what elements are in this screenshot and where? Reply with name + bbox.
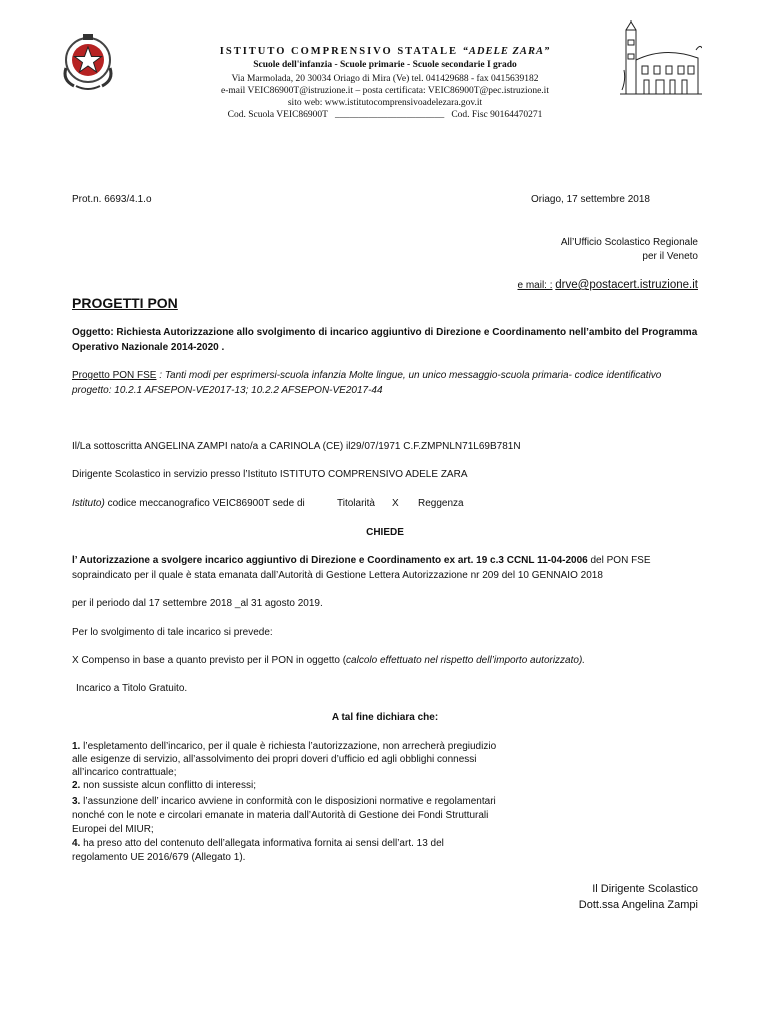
cod-fisc: Cod. Fisc 90164470271 [451, 110, 543, 120]
titolarita-label: Titolarità [337, 498, 375, 509]
oggetto-line-1: Oggetto: Richiesta Autorizzazione allo svolgimento di incarico aggiuntivo di Direzione e Coordinamento nell’ambito del Programma [72, 327, 698, 338]
istituto-code: codice meccanografico VEIC86900T sede di [104, 498, 305, 509]
school-email: e-mail VEIC86900T@istruzione.it – posta certificata: VEIC86900T@pec.istruzione.it [221, 86, 549, 96]
declaration-line: 3. l’assunzione dell’ incarico avviene in conformità con le disposizioni normative e regolamentari [72, 796, 496, 807]
autorizzazione-tail: del PON FSE [587, 555, 651, 566]
protocol-number: Prot.n. 6693/4.1.o [72, 194, 152, 205]
school-codes [160, 110, 610, 120]
declaration-line: all’incarico contrattuale; [72, 767, 177, 778]
sottoscritta-line: Il/La sottoscritta ANGELINA ZAMPI nato/a a CARINOLA (CE) il29/07/1971 C.F.ZMPNLN71L69B781N [72, 441, 521, 452]
declaration-line: alle esigenze di servizio, all’assolvimento dei propri doveri d’ufficio ed agli obblighi connessi [72, 754, 477, 765]
progetto-label: Progetto PON FSE [72, 370, 157, 381]
autorizzazione-line-1 [72, 554, 651, 567]
compenso-line [72, 654, 585, 667]
signature-name: Dott.ssa Angelina Zampi [578, 899, 698, 911]
gratuito-line: Incarico a Titolo Gratuito. [76, 683, 188, 694]
email-link[interactable]: drve@postacert.istruzione.it [555, 279, 698, 291]
school-levels: Scuole dell'infanzia - Scuole primarie - Scuole secondarie I grado [253, 60, 517, 70]
compenso-note: calcolo effettuato nel rispetto dell’importo autorizzato). [346, 655, 586, 666]
declaration-line: Europei del MIUR; [72, 824, 154, 835]
page-title: PROGETTI PON [72, 295, 178, 311]
istituto-line [72, 497, 305, 510]
italian-republic-emblem-icon [58, 30, 118, 92]
cod-scuola: Cod. Scuola VEIC86900T [227, 110, 328, 120]
place-date: Oriago, 17 settembre 2018 [531, 194, 650, 205]
oggetto-line-2: Operativo Nazionale 2014-2020 . [72, 342, 225, 353]
progetto-desc: : Tanti modi per esprimersi-scuola infanzia Molte lingue, un unico messaggio-scuola primaria- codice identificativo [156, 370, 662, 381]
dirigente-line: Dirigente Scolastico in servizio presso l’Istituto ISTITUTO COMPRENSIVO ADELE ZARA [72, 469, 468, 480]
declaration-line: 4. ha preso atto del contenuto dell’allegata informativa fornita ai sensi dell’art. 13 del [72, 838, 444, 849]
declaration-line: 2. non sussiste alcun conflitto di interessi; [72, 780, 256, 791]
chiede-heading: CHIEDE [366, 527, 404, 538]
recipient-line-1: All’Ufficio Scolastico Regionale [560, 237, 698, 248]
titolarita-x-mark: X [392, 498, 399, 509]
signature-role: Il Dirigente Scolastico [592, 883, 698, 895]
school-address: Via Marmolada, 20 30034 Oriago di Mira (Ve) tel. 041429688 - fax 0415639182 [231, 74, 539, 84]
compenso-text: X Compenso in base a quanto previsto per il PON in oggetto ( [72, 655, 347, 666]
periodo-line: per il periodo dal 17 settembre 2018 _al 31 agosto 2019. [72, 598, 323, 609]
declaration-line: regolamento UE 2016/679 (Allegato 1). [72, 852, 246, 863]
email-label: e mail: : [517, 280, 553, 291]
autorizzazione-bold: l’ Autorizzazione a svolgere incarico aggiuntivo di Direzione e Coordinamento ex art. 19 c.3 CCNL 11-04-2006 [72, 555, 588, 566]
declaration-line: 1. l’espletamento dell’incarico, per il quale è richiesta l’autorizzazione, non arrecherà pregiudizio [72, 741, 497, 752]
progetto-line-1 [72, 369, 661, 382]
recipient-line-2: per il Veneto [642, 251, 698, 262]
istituto-label: Istituto) [72, 498, 105, 509]
reggenza-label: Reggenza [418, 498, 464, 509]
school-name-heading: ISTITUTO COMPRENSIVO STATALE “ADELE ZARA” [219, 46, 551, 57]
autorizzazione-line-2: sopraindicato per il quale è stata emanata dall’Autorità di Gestione Lettera Autorizzazione nr 209 del 10 GENNAIO 2018 [72, 570, 603, 581]
progetto-line-2: progetto: 10.2.1 AFSEPON-VE2017-13; 10.2.2 AFSEPON-VE2017-44 [72, 385, 383, 396]
codes-separator: _______________________ [334, 110, 445, 120]
recipient-email [517, 279, 698, 292]
school-building-sketch-icon [620, 20, 702, 98]
dichiara-heading: A tal fine dichiara che: [331, 712, 439, 723]
declaration-line: nonché con le note e circolari emanate in materia dall’Autorità di Gestione dei Fondi Strutturali [72, 810, 489, 821]
svolgimento-line: Per lo svolgimento di tale incarico si prevede: [72, 627, 273, 638]
school-website: sito web: www.istitutocomprensivoadelezara.gov.it [287, 98, 483, 108]
